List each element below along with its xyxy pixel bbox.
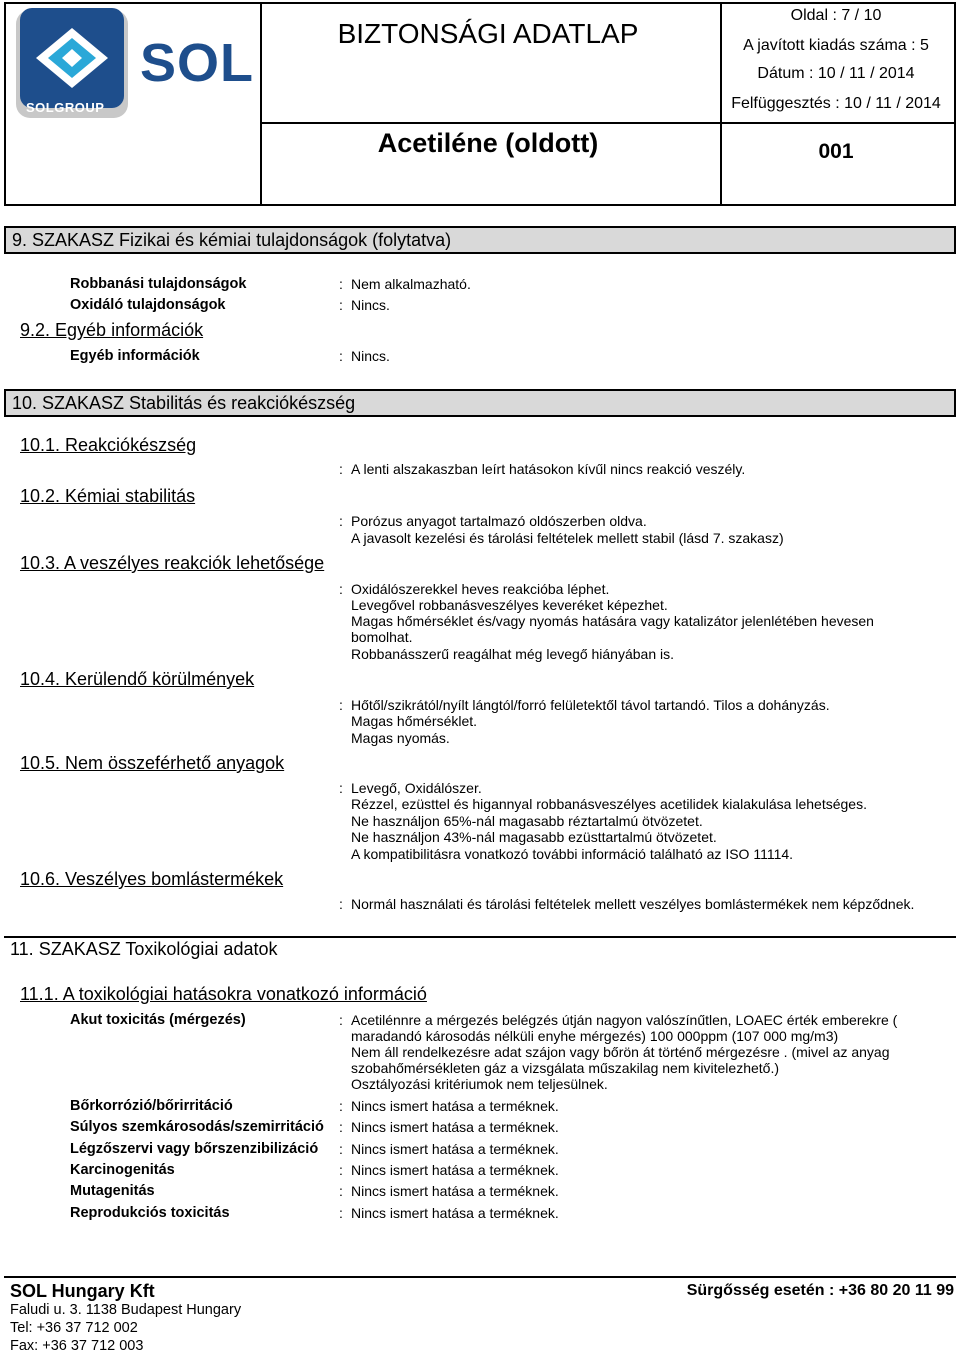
subsection-10-4: 10.4. Kerülendő körülmények	[20, 669, 255, 689]
colon: :	[339, 297, 343, 313]
page-number: Oldal : 7 / 10	[790, 7, 882, 24]
field-value: Osztályozási kritériumok nem teljesülnek.	[351, 1076, 608, 1092]
field-value: Nincs ismert hatása a terméknek.	[351, 1162, 559, 1178]
field-value: Magas nyomás.	[351, 730, 450, 746]
colon: :	[339, 348, 343, 364]
colon: :	[339, 1205, 343, 1221]
field-label: Reprodukciós toxicitás	[70, 1205, 230, 1221]
field-value: szobahőmérsékleten gáz a vizsgálata műszakilag nem kivitelezhető.)	[351, 1060, 779, 1076]
colon: :	[339, 780, 343, 796]
field-value: Nincs.	[351, 297, 390, 313]
field-value: A javasolt kezelési és tárolási feltételek mellett stabil (lásd 7. szakasz)	[351, 530, 784, 546]
colon: :	[339, 581, 343, 597]
field-label: Bőrkorrózió/bőrirritáció	[70, 1098, 233, 1114]
subsection-10-5: 10.5. Nem összeférhető anyagok	[20, 753, 285, 773]
colon: :	[339, 697, 343, 713]
subsection-10-3: 10.3. A veszélyes reakciók lehetősége	[20, 553, 325, 573]
field-value: Ne használjon 65%-nál magasabb réztartalmú ötvözetet.	[351, 813, 703, 829]
document-title: BIZTONSÁGI ADATLAP	[337, 18, 639, 49]
header-divider	[260, 122, 954, 124]
field-value: Acetilénnre a mérgezés belégzés útján nagyon valószínűtlen, LOAEC érték emberekre (	[351, 1012, 898, 1028]
colon: :	[339, 461, 343, 477]
field-value: Magas hőmérséklet és/vagy nyomás hatására vagy katalizátor jelenlétében hevesen	[351, 613, 874, 629]
field-value: Nincs ismert hatása a terméknek.	[351, 1205, 559, 1221]
field-value: Nem áll rendelkezésre adat szájon vagy bőrön át történő mérgezésre . (mivel az anyag	[351, 1044, 890, 1060]
footer-tel: Tel: +36 37 712 002	[10, 1320, 138, 1336]
field-label: Légzőszervi vagy bőrszenzibilizáció	[70, 1141, 319, 1157]
field-value: maradandó károsodás nélküli enyhe mérgezés) 100 000ppm (107 000 mg/m3)	[351, 1028, 839, 1044]
field-value: A kompatibilitásra vonatkozó további információ található az ISO 11114.	[351, 846, 794, 862]
subsection-10-1: 10.1. Reakciókészség	[20, 435, 197, 455]
colon: :	[339, 1141, 343, 1157]
colon: :	[339, 1162, 343, 1178]
colon: :	[339, 1183, 343, 1199]
field-value: Nincs ismert hatása a terméknek.	[351, 1141, 559, 1157]
issue-date: Dátum : 10 / 11 / 2014	[757, 65, 915, 82]
colon: :	[339, 1119, 343, 1135]
field-value: Porózus anyagot tartalmazó oldószerben oldva.	[351, 513, 647, 529]
subsection-10-6: 10.6. Veszélyes bomlástermékek	[20, 869, 284, 889]
field-value: Levegővel robbanásveszélyes keveréket képezhet.	[351, 597, 668, 613]
field-label: Egyéb információk	[70, 348, 200, 364]
footer-address: Faludi u. 3. 1138 Budapest Hungary	[10, 1302, 242, 1318]
section-11-rule	[4, 936, 956, 938]
field-label: Karcinogenitás	[70, 1162, 175, 1178]
company-logo	[12, 6, 255, 124]
colon: :	[339, 1012, 343, 1028]
field-value: Nincs ismert hatása a terméknek.	[351, 1183, 559, 1199]
subsection-11-1: 11.1. A toxikológiai hatásokra vonatkozó információ	[20, 984, 427, 1004]
field-value: bomolhat.	[351, 629, 413, 645]
field-value: Normál használati és tárolási feltételek mellett veszélyes bomlástermékek nem képződnek.	[351, 896, 915, 912]
field-label: Robbanási tulajdonságok	[70, 276, 247, 292]
field-value: Magas hőmérséklet.	[351, 713, 478, 729]
revision-number: A javított kiadás száma : 5	[743, 37, 929, 54]
field-value: A lenti alszakaszban leírt hatásokon kívűl nincs reakció veszély.	[351, 461, 746, 477]
field-value: Nincs.	[351, 348, 390, 364]
section-10-title: 10. SZAKASZ Stabilitás és reakciókészség	[4, 389, 956, 417]
field-label: Akut toxicitás (mérgezés)	[70, 1012, 246, 1028]
colon: :	[339, 276, 343, 292]
section-9-title: 9. SZAKASZ Fizikai és kémiai tulajdonságok (folytatva)	[4, 226, 956, 254]
colon: :	[339, 1098, 343, 1114]
field-value: Rézzel, ezüsttel és higannyal robbanásveszélyes acetilidek kialakulása lehetséges.	[351, 796, 867, 812]
footer-rule	[4, 1276, 956, 1278]
field-value: Nincs ismert hatása a terméknek.	[351, 1119, 559, 1135]
field-label: Oxidáló tulajdonságok	[70, 297, 226, 313]
field-value: Hőtől/szikrától/nyílt lángtól/forró felületektől távol tartandó. Tilos a dohányzás.	[351, 697, 830, 713]
field-value: Nem alkalmazható.	[351, 276, 471, 292]
footer-fax: Fax: +36 37 712 003	[10, 1338, 144, 1354]
section-11-title: 11. SZAKASZ Toxikológiai adatok	[10, 939, 278, 959]
subsection-9-2: 9.2. Egyéb információk	[20, 320, 204, 340]
emergency-phone: Sürgősség esetén : +36 80 20 11 99	[686, 1282, 954, 1299]
field-value: Ne használjon 43%-nál magasabb ezüsttartalmú ötvözetet.	[351, 829, 717, 845]
field-value: Nincs ismert hatása a terméknek.	[351, 1098, 559, 1114]
footer-company: SOL Hungary Kft	[10, 1281, 155, 1301]
field-value: Oxidálószerekkel heves reakcióba léphet.	[351, 581, 610, 597]
subsection-10-2: 10.2. Kémiai stabilitás	[20, 486, 196, 506]
colon: :	[339, 513, 343, 529]
field-value: Levegő, Oxidálószer.	[351, 780, 482, 796]
colon: :	[339, 896, 343, 912]
supersedes-date: Felfüggesztés : 10 / 11 / 2014	[731, 95, 941, 112]
product-code: 001	[818, 140, 854, 163]
logo-group-text: SOLGROUP	[26, 100, 105, 115]
field-value: Robbanásszerű reagálhat még levegő hiányában is.	[351, 646, 674, 662]
logo-wordmark: SOL	[140, 33, 255, 93]
field-label: Mutagenitás	[70, 1183, 155, 1199]
product-name: Acetiléne (oldott)	[377, 128, 599, 158]
field-label: Súlyos szemkárosodás/szemirritáció	[70, 1119, 324, 1135]
